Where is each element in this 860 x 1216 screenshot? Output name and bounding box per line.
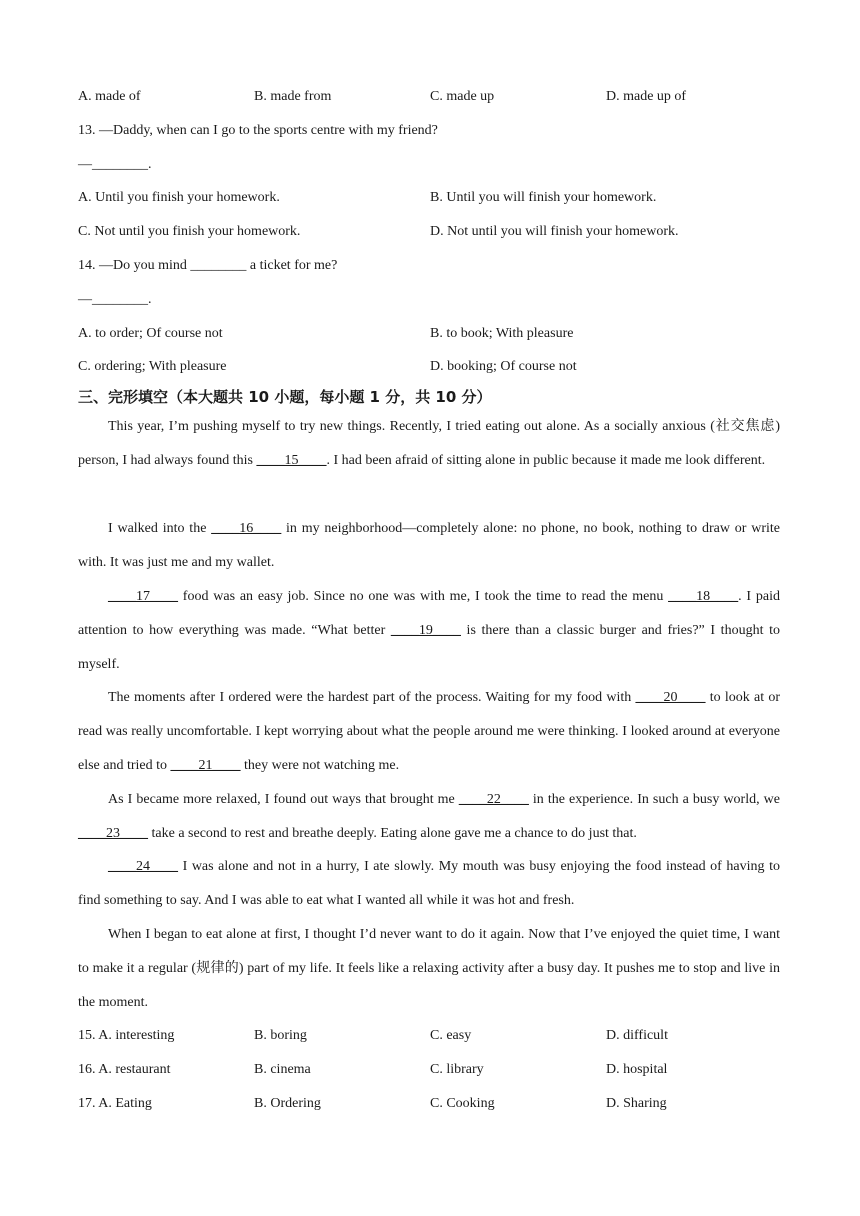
option-c: C. library [430,1062,484,1077]
option-c: C. easy [430,1028,472,1043]
q14-options-row1 [78,325,780,343]
blank-22: ____22____ [458,792,529,807]
text: in the experience. In such a busy world, we [528,792,780,807]
text: As I became more relaxed, I found out ways that brought me [108,792,459,807]
blank-20: ____20____ [635,690,706,705]
passage-paragraph-6 [78,850,780,918]
passage-paragraph-7 [78,918,780,1020]
option-b: B. to book; With pleasure [430,326,574,341]
option-a: A. to order; Of course not [78,326,223,341]
blank-15: ____15____ [256,453,327,468]
q12-options [78,88,780,106]
text: to look at or read was really uncomfortable. I kept worrying about what the people around me were thinking. I looked around at everyone else and tried to [78,690,781,773]
q15-options [78,1027,780,1045]
text: When I began to eat alone at first, I thought I’d never want to do it again. Now that I’ve enjoyed the quiet time, I want to make it a regular (规律的) part of my life. It feels like a relaxing activity after a busy day. It pushes me to stop and live in the moment. [78,927,780,1010]
q14-question: 14. —Do you mind ________ a ticket for me? [78,258,338,273]
blank-18: ____18____ [668,589,739,604]
option-c: C. Not until you finish your homework. [78,224,301,239]
q14-options-row2 [78,358,780,376]
option-a: 16. A. restaurant [78,1062,171,1077]
q17-options [78,1095,780,1113]
option-c: C. made up [430,89,495,104]
text: in my neighborhood—completely alone: no phone, no book, nothing to draw or write with. It was just me and my wallet. [78,521,780,570]
option-a: A. Until you finish your homework. [78,190,280,205]
blank-23: ____23____ [78,826,148,841]
option-d: D. hospital [606,1062,668,1077]
q13-options-row2 [78,223,780,241]
text: . I paid attention to how everything was made. “What better [78,589,780,638]
text: is there than a classic burger and fries?” I thought to myself. [78,623,780,672]
text: I walked into the [108,521,212,536]
q16-options [78,1061,780,1079]
q13-options-row1 [78,189,780,207]
text: take a second to rest and breathe deeply. Eating alone gave me a chance to do just that. [148,826,637,841]
passage-paragraph-2 [78,512,780,580]
option-d: D. Not until you will finish your homework. [430,224,679,239]
option-b: B. cinema [254,1062,311,1077]
option-d: D. made up of [606,89,687,104]
option-c: C. ordering; With pleasure [78,359,227,374]
blank-21: ____21____ [170,758,241,773]
text: . I had been afraid of sitting alone in public because it made me look different. [326,453,766,468]
text: The moments after I ordered were the hardest part of the process. Waiting for my food with [108,690,636,705]
option-b: B. boring [254,1028,307,1043]
text: they were not watching me. [240,758,400,773]
option-b: B. made from [254,89,332,104]
option-d: D. difficult [606,1028,668,1043]
passage-paragraph-5 [78,783,780,851]
option-c: C. Cooking [430,1096,495,1111]
option-d: D. booking; Of course not [430,359,577,374]
blank-19: ____19____ [390,623,461,638]
text: I was alone and not in a hurry, I ate slowly. My mouth was busy enjoying the food instead of having to find something to say. And I was able to eat what I wanted all while it was hot and fresh. [78,859,780,908]
text: food was an easy job. Since no one was with me, I took the time to read the menu [178,589,669,604]
passage-paragraph-1 [78,410,780,478]
passage-paragraph-4 [78,681,780,783]
q13-answer-line: —________. [78,157,152,172]
blank-17: ____17____ [108,589,178,604]
blank-24: ____24____ [108,859,178,874]
option-a: 17. A. Eating [78,1096,152,1111]
option-b: B. Until you will finish your homework. [430,190,657,205]
option-b: B. Ordering [254,1096,321,1111]
text: This year, I’m pushing myself to try new things. Recently, I tried eating out alone. As a socially anxious (社交焦虑) person, I had always found this [78,419,780,468]
section-title: 三、完形填空（本大题共 10 小题，每小题 1 分，共 10 分） [78,388,492,406]
q13-question: 13. —Daddy, when can I go to the sports centre with my friend? [78,123,438,138]
passage-paragraph-3 [78,580,780,682]
option-a: 15. A. interesting [78,1028,175,1043]
q14-answer-line: —________. [78,292,152,307]
option-d: D. Sharing [606,1096,667,1111]
blank-16: ____16____ [211,521,282,536]
option-a: A. made of [78,89,141,104]
